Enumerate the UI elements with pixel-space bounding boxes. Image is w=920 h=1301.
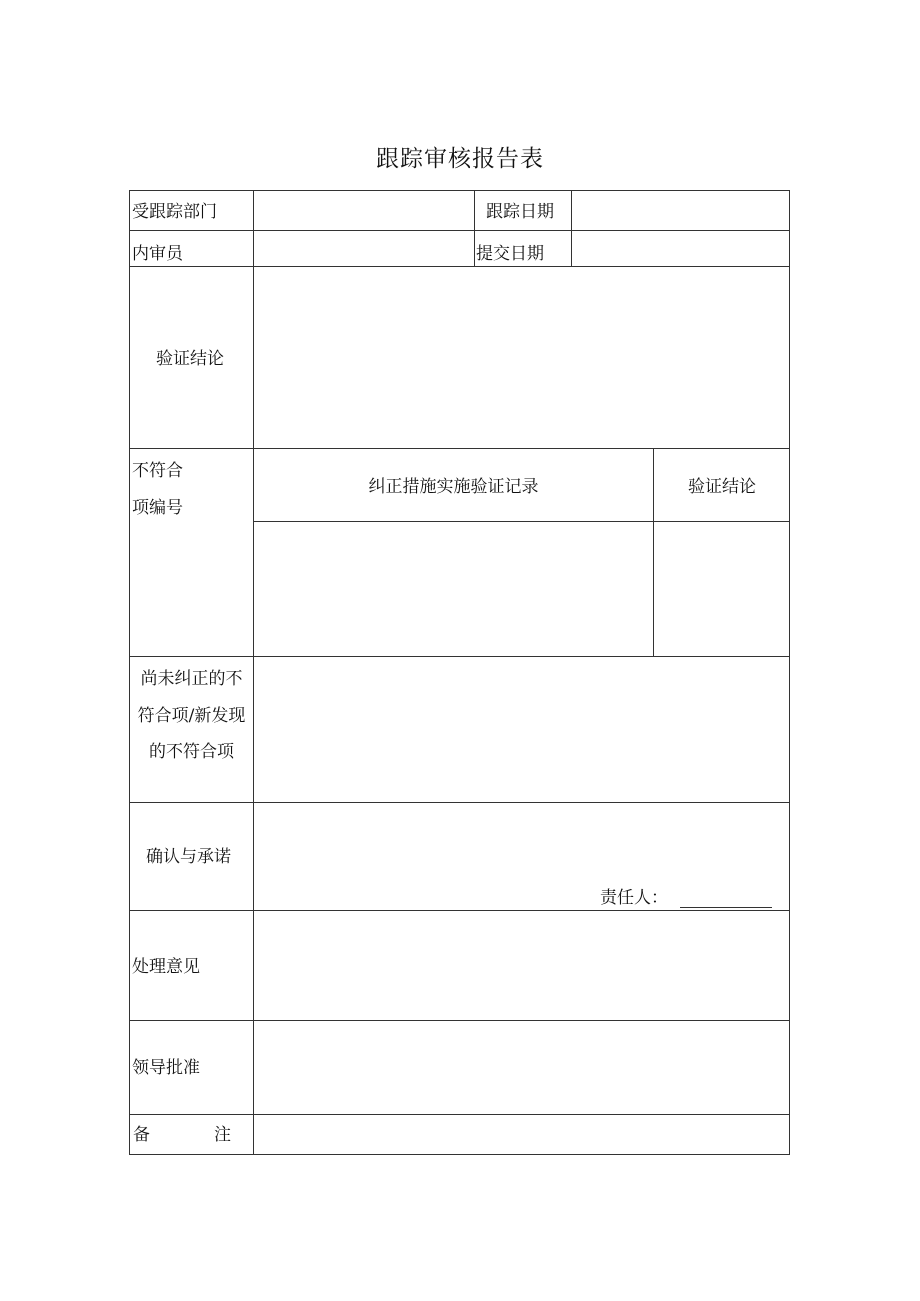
column-divider (571, 191, 572, 266)
outstanding-nonconformity-label-line1: 尚未纠正的不 (140, 669, 243, 689)
row-divider (130, 230, 790, 231)
row-divider (130, 656, 790, 657)
leader-approval-label: 领导批准 (132, 1058, 200, 1078)
row-divider (253, 521, 790, 522)
internal-auditor-label: 内审员 (132, 244, 183, 264)
remarks-label-char1: 备 (133, 1125, 150, 1145)
signature-line (680, 907, 772, 908)
nonconformity-number-label-line1: 不符合 (132, 461, 183, 481)
column-divider (253, 191, 254, 1155)
verification-conclusion-column-header: 验证结论 (688, 477, 756, 497)
row-divider (130, 266, 790, 267)
tracked-department-label: 受跟踪部门 (132, 202, 217, 222)
audit-report-form (129, 190, 790, 1155)
page-title: 跟踪审核报告表 (376, 146, 544, 172)
row-divider (130, 448, 790, 449)
row-divider (130, 910, 790, 911)
row-divider (130, 1114, 790, 1115)
verification-conclusion-label: 验证结论 (156, 349, 224, 369)
corrective-action-record-header: 纠正措施实施验证记录 (368, 477, 539, 497)
submit-date-label: 提交日期 (476, 244, 544, 264)
tracking-date-label: 跟踪日期 (486, 202, 554, 222)
column-divider (474, 191, 475, 266)
handling-opinion-label: 处理意见 (132, 957, 200, 977)
nonconformity-number-label-line2: 项编号 (132, 498, 183, 518)
remarks-label-char2: 注 (214, 1125, 231, 1145)
confirmation-label: 确认与承诺 (146, 847, 231, 867)
row-divider (130, 1020, 790, 1021)
outstanding-nonconformity-label-line3: 的不符合项 (149, 742, 234, 762)
responsible-person-label: 责任人： (600, 888, 668, 908)
row-divider (130, 802, 790, 803)
outstanding-nonconformity-label-line2: 符合项/新发现 (137, 706, 246, 726)
